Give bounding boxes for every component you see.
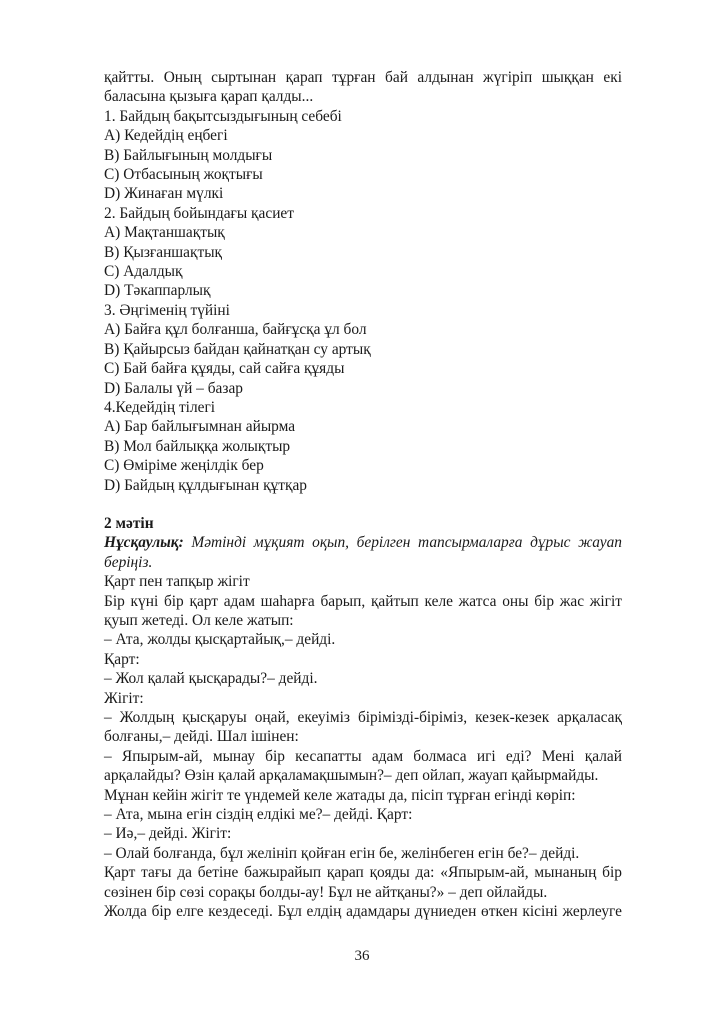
story-line: Жігіт: xyxy=(104,689,144,707)
answer-option: D) Жинаған мүлкі xyxy=(104,185,224,203)
document-page xyxy=(104,68,622,921)
answer-option: D) Тәкаппарлық xyxy=(104,282,211,300)
intro-line: қайтты. Оның сыртынан қарап тұрған бай алдынан жүгіріп шыққан екі xyxy=(104,69,622,86)
answer-option: C) Өміріме жеңілдік бер xyxy=(104,457,264,475)
story-line: Мұнан кейін жігіт те үндемей келе жатады да, пісіп тұрған егінді көріп: xyxy=(104,786,576,804)
answer-option: C) Отбасының жоқтығы xyxy=(104,166,263,184)
story-title: Қарт пен тапқыр жігіт xyxy=(104,573,250,591)
question-block xyxy=(104,301,622,398)
answer-option: B) Қайырсыз байдан қайнатқан су артық xyxy=(104,340,371,358)
story-line: – Жол қалай қысқарады?– дейді. xyxy=(104,670,318,688)
answer-option: A) Байға құл болғанша, байғұсқа ұл бол xyxy=(104,321,367,339)
answer-option: A) Мақтаншақтық xyxy=(104,224,225,242)
story-line: болғаны,– дейді. Шал ішінен: xyxy=(104,728,299,746)
answer-option: C) Адалдық xyxy=(104,263,183,281)
instruction-text: беріңіз. xyxy=(104,553,153,571)
section-spacer xyxy=(104,495,622,514)
story-line: қуып жетеді. Ол келе жатып: xyxy=(104,611,294,629)
story-line: Қарт тағы да бетіне бажырайып қарап қояды да: «Япырым-ай, мынаның бір xyxy=(104,864,622,882)
story-line: сөзінен бір сөзі сорақы болды-ау! Бұл не айтқаны?» – деп ойлайды. xyxy=(104,883,548,901)
story-line: – Ата, мына егін сіздің елдікі ме?– дейді. Қарт: xyxy=(104,806,413,824)
section-heading: 2 мәтін xyxy=(104,514,154,532)
answer-option: C) Бай байға құяды, сай сайға құяды xyxy=(104,360,345,378)
story-line: Қарт: xyxy=(104,650,140,668)
question-title: 4.Кедейдің тілегі xyxy=(104,398,216,416)
story-line: – Япырым-ай, мынау бір кесапатты адам болмаса игі еді? Мені қалай xyxy=(104,747,622,765)
story-line: – Ата, жолды қысқартайық,– дейді. xyxy=(104,631,336,649)
question-block xyxy=(104,107,622,204)
text-section xyxy=(104,514,622,922)
question-title: 3. Әңгіменің түйіні xyxy=(104,301,230,319)
answer-option: B) Қызғаншақтық xyxy=(104,243,223,261)
answer-option: A) Бар байлығымнан айырма xyxy=(104,418,296,436)
question-block xyxy=(104,398,622,495)
answer-option: B) Мол байлыққа жолықтыр xyxy=(104,437,291,455)
story-line: – Олай болғанда, бұл желініп қойған егін бе, желінбеген егін бе?– дейді. xyxy=(104,844,580,862)
story-line: – Жолдың қысқаруы оңай, екеуіміз бірімізді-біріміз, кезек-кезек арқаласақ xyxy=(104,709,622,726)
story-line: – Иә,– дейді. Жігіт: xyxy=(104,825,232,843)
intro-paragraph xyxy=(104,68,622,107)
instruction-line xyxy=(104,533,622,552)
question-title: 2. Байдың бойындағы қасиет xyxy=(104,204,294,222)
page-number: 36 xyxy=(354,948,370,964)
story-line: Жолда бір елге кездеседі. Бұл елдің адамдары дүниеден өткен кісіні жерлеуге xyxy=(104,903,622,921)
instruction-text: Мәтінді мұқият оқып, берілген тапсырмаларға дұрыс жауап xyxy=(191,534,622,552)
story-line: арқалайды? Өзін қалай арқаламақшымын?– деп ойлап, жауап қайырмайды. xyxy=(104,767,599,785)
question-block xyxy=(104,204,622,301)
answer-option: A) Кедейдің еңбегі xyxy=(104,127,228,145)
answer-option: D) Байдың құлдығынан құтқар xyxy=(104,476,307,494)
question-title: 1. Байдың бақытсыздығының себебі xyxy=(104,107,342,125)
answer-option: D) Балалы үй – базар xyxy=(104,379,243,397)
intro-line: баласына қызыға қарап қалды... xyxy=(104,88,314,106)
instruction-label: Нұсқаулық: xyxy=(104,534,184,552)
story-line: Бір күні бір қарт адам шаһарға барып, қайтып келе жатса оны бір жас жігіт xyxy=(104,592,622,610)
answer-option: B) Байлығының молдығы xyxy=(104,146,273,164)
